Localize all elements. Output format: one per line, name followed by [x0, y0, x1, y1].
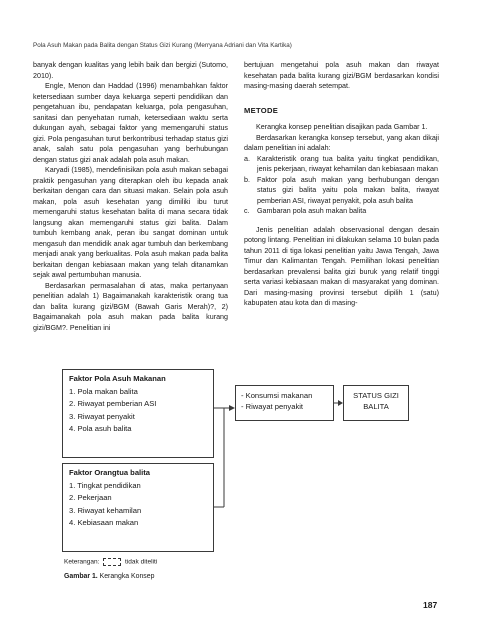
- figure-box-parenting-food: [62, 369, 214, 458]
- figure-box-parent-factors: [62, 463, 214, 552]
- left-paragraph-4: Berdasarkan permasalahan di atas, maka pertanyaan penelitian adalah 1) Bagaimanakah karakteristik orang tua dan balita kurang gizi/BGM (Bawah Garis Merah)?, 2) Bagaimanakah pola asuh makan pada balita kurang gizi/BGM?. Penelitian ini: [33, 281, 228, 332]
- list-item: [244, 154, 439, 175]
- figure-caption: [64, 573, 154, 580]
- dashed-box-icon: [103, 558, 121, 566]
- box-title: Faktor Orangtua balita: [69, 468, 151, 477]
- box-item: 3. Riwayat kehamilan: [69, 505, 142, 515]
- box-item: 4. Kebiasaan makan: [69, 518, 139, 528]
- caption-text: Kerangka Konsep: [99, 573, 155, 580]
- box-item: 2. Riwayat pemberian ASI: [69, 399, 157, 409]
- right-intro: bertujuan mengetahui pola asuh makan dan riwayat kesehatan pada balita kurang gizi/BGM berdasarkan kondisi masing-masing daerah setempat.: [244, 61, 439, 90]
- caption-label: Gambar 1.: [64, 573, 98, 580]
- right-paragraph-2: Berdasarkan kerangka konsep tersebut, yang akan dikaji dalam penelitian ini adalah:: [244, 133, 439, 152]
- left-column: [33, 60, 228, 333]
- right-column: [244, 60, 439, 309]
- list-marker: c.: [244, 207, 250, 215]
- box-item: - Konsumsi makanan: [241, 391, 313, 400]
- box-item: - Riwayat penyakit: [241, 402, 304, 411]
- list-item: [244, 175, 439, 207]
- list-marker: a.: [244, 154, 250, 163]
- list-marker: b.: [244, 175, 250, 184]
- right-paragraph-1: Kerangka konsep penelitian disajikan pada Gambar 1.: [256, 123, 428, 131]
- study-scope-list: [244, 154, 439, 217]
- running-header: Pola Asuh Makan pada Balita dengan Status Gizi Kurang (Merryana Adriani dan Vita Kartika): [33, 42, 292, 49]
- box-title: Faktor Pola Asuh Makanan: [69, 374, 166, 383]
- list-item-text: Karakteristik orang tua balita yaitu tingkat pendidikan, jenis pekerjaan, riwayat kehamilan dan kebiasaan makan: [257, 154, 439, 173]
- list-item-text: Faktor pola asuh makan yang berhubungan dengan status gizi balita yaitu pola makan balita, riwayat pemberian ASI, riwayat penyakit, pola asuh balita: [257, 175, 439, 205]
- list-item: [244, 206, 439, 217]
- page-number: 187: [423, 600, 438, 610]
- section-heading-metode: METODE: [244, 105, 279, 115]
- figure-box-nutrition-status: [343, 385, 409, 421]
- figure-legend: [64, 558, 157, 566]
- box-item: 3. Riwayat penyakit: [69, 411, 135, 421]
- right-paragraph-3: Jenis penelitian adalah observasional dengan desain potong lintang. Penelitian ini dilakukan selama 10 bulan pada tahun 2011 di tiga lokasi penelitian yaitu Jawa Tengah, Jawa Timur dan Kalimantan Tengah. Pemilihan lokasi penelitian berdasarkan prevalensi balita gizi buruk yang relatif tinggi serta variasi kebiasaan makan di masyarakat yang dominan. Dari masing-masing provinsi tersebut dipilih 1 (satu) kabupaten atau kota dan di masing-: [244, 225, 439, 307]
- legend-label: Keterangan:: [64, 558, 100, 566]
- box-item: 4. Pola asuh balita: [69, 424, 132, 434]
- box-item: 2. Pekerjaan: [69, 493, 112, 503]
- box-item: BALITA: [363, 402, 389, 411]
- list-item-text: Gambaran pola asuh makan balita: [257, 207, 367, 215]
- box-item: 1. Pola makan balita: [69, 386, 138, 396]
- left-paragraph-3: Karyadi (1985), mendefinisikan pola asuh makan sebagai praktik pengasuhan yang diterapkan oleh ibu kepada anak berkaitan dengan cara dan situasi makan. Selain pola asuh makan, pola asuh kesehatan yang dimiliki ibu turut memengaruhi status kesehatan balita di mana secara tidak langsung akan memengaruhi status gizi balita. Dalam tumbuh kembang anak, peran ibu sangat dominan untuk mengasuh dan mendidik anak agar tumbuh dan berkembang menjadi anak yang berkualitas. Pola asuh makan pada balita berkaitan dengan kebiasaan makan yang telah ditanamkan sejak awal pertumbuhan manusia.: [33, 166, 228, 279]
- left-paragraph-2: Engle, Menon dan Haddad (1996) menambahkan faktor ketersediaan sumber daya keluarga seperti pendidikan dan pengetahuan ibu, pendapatan keluarga, pola pengasuhan, sanitasi dan penyehatan rumah, ketersediaan waktu serta dukungan ayah, sebagai faktor yang memengaruhi status gizi. Pola pengasuhan turut berkontribusi terhadap status gizi anak, salah satu pola pengasuhan yang berhubungan dengan status gizi anak adalah pola asuh makan.: [33, 82, 228, 164]
- box-item: 1. Tingkat pendidikan: [69, 480, 141, 490]
- figure-box-direct-factors: [235, 385, 334, 421]
- legend-text: tidak diteliti: [125, 558, 158, 566]
- box-item: STATUS GIZI: [353, 391, 399, 400]
- left-paragraph-1: banyak dengan kualitas yang lebih baik dan bergizi (Sutomo, 2010).: [33, 61, 228, 80]
